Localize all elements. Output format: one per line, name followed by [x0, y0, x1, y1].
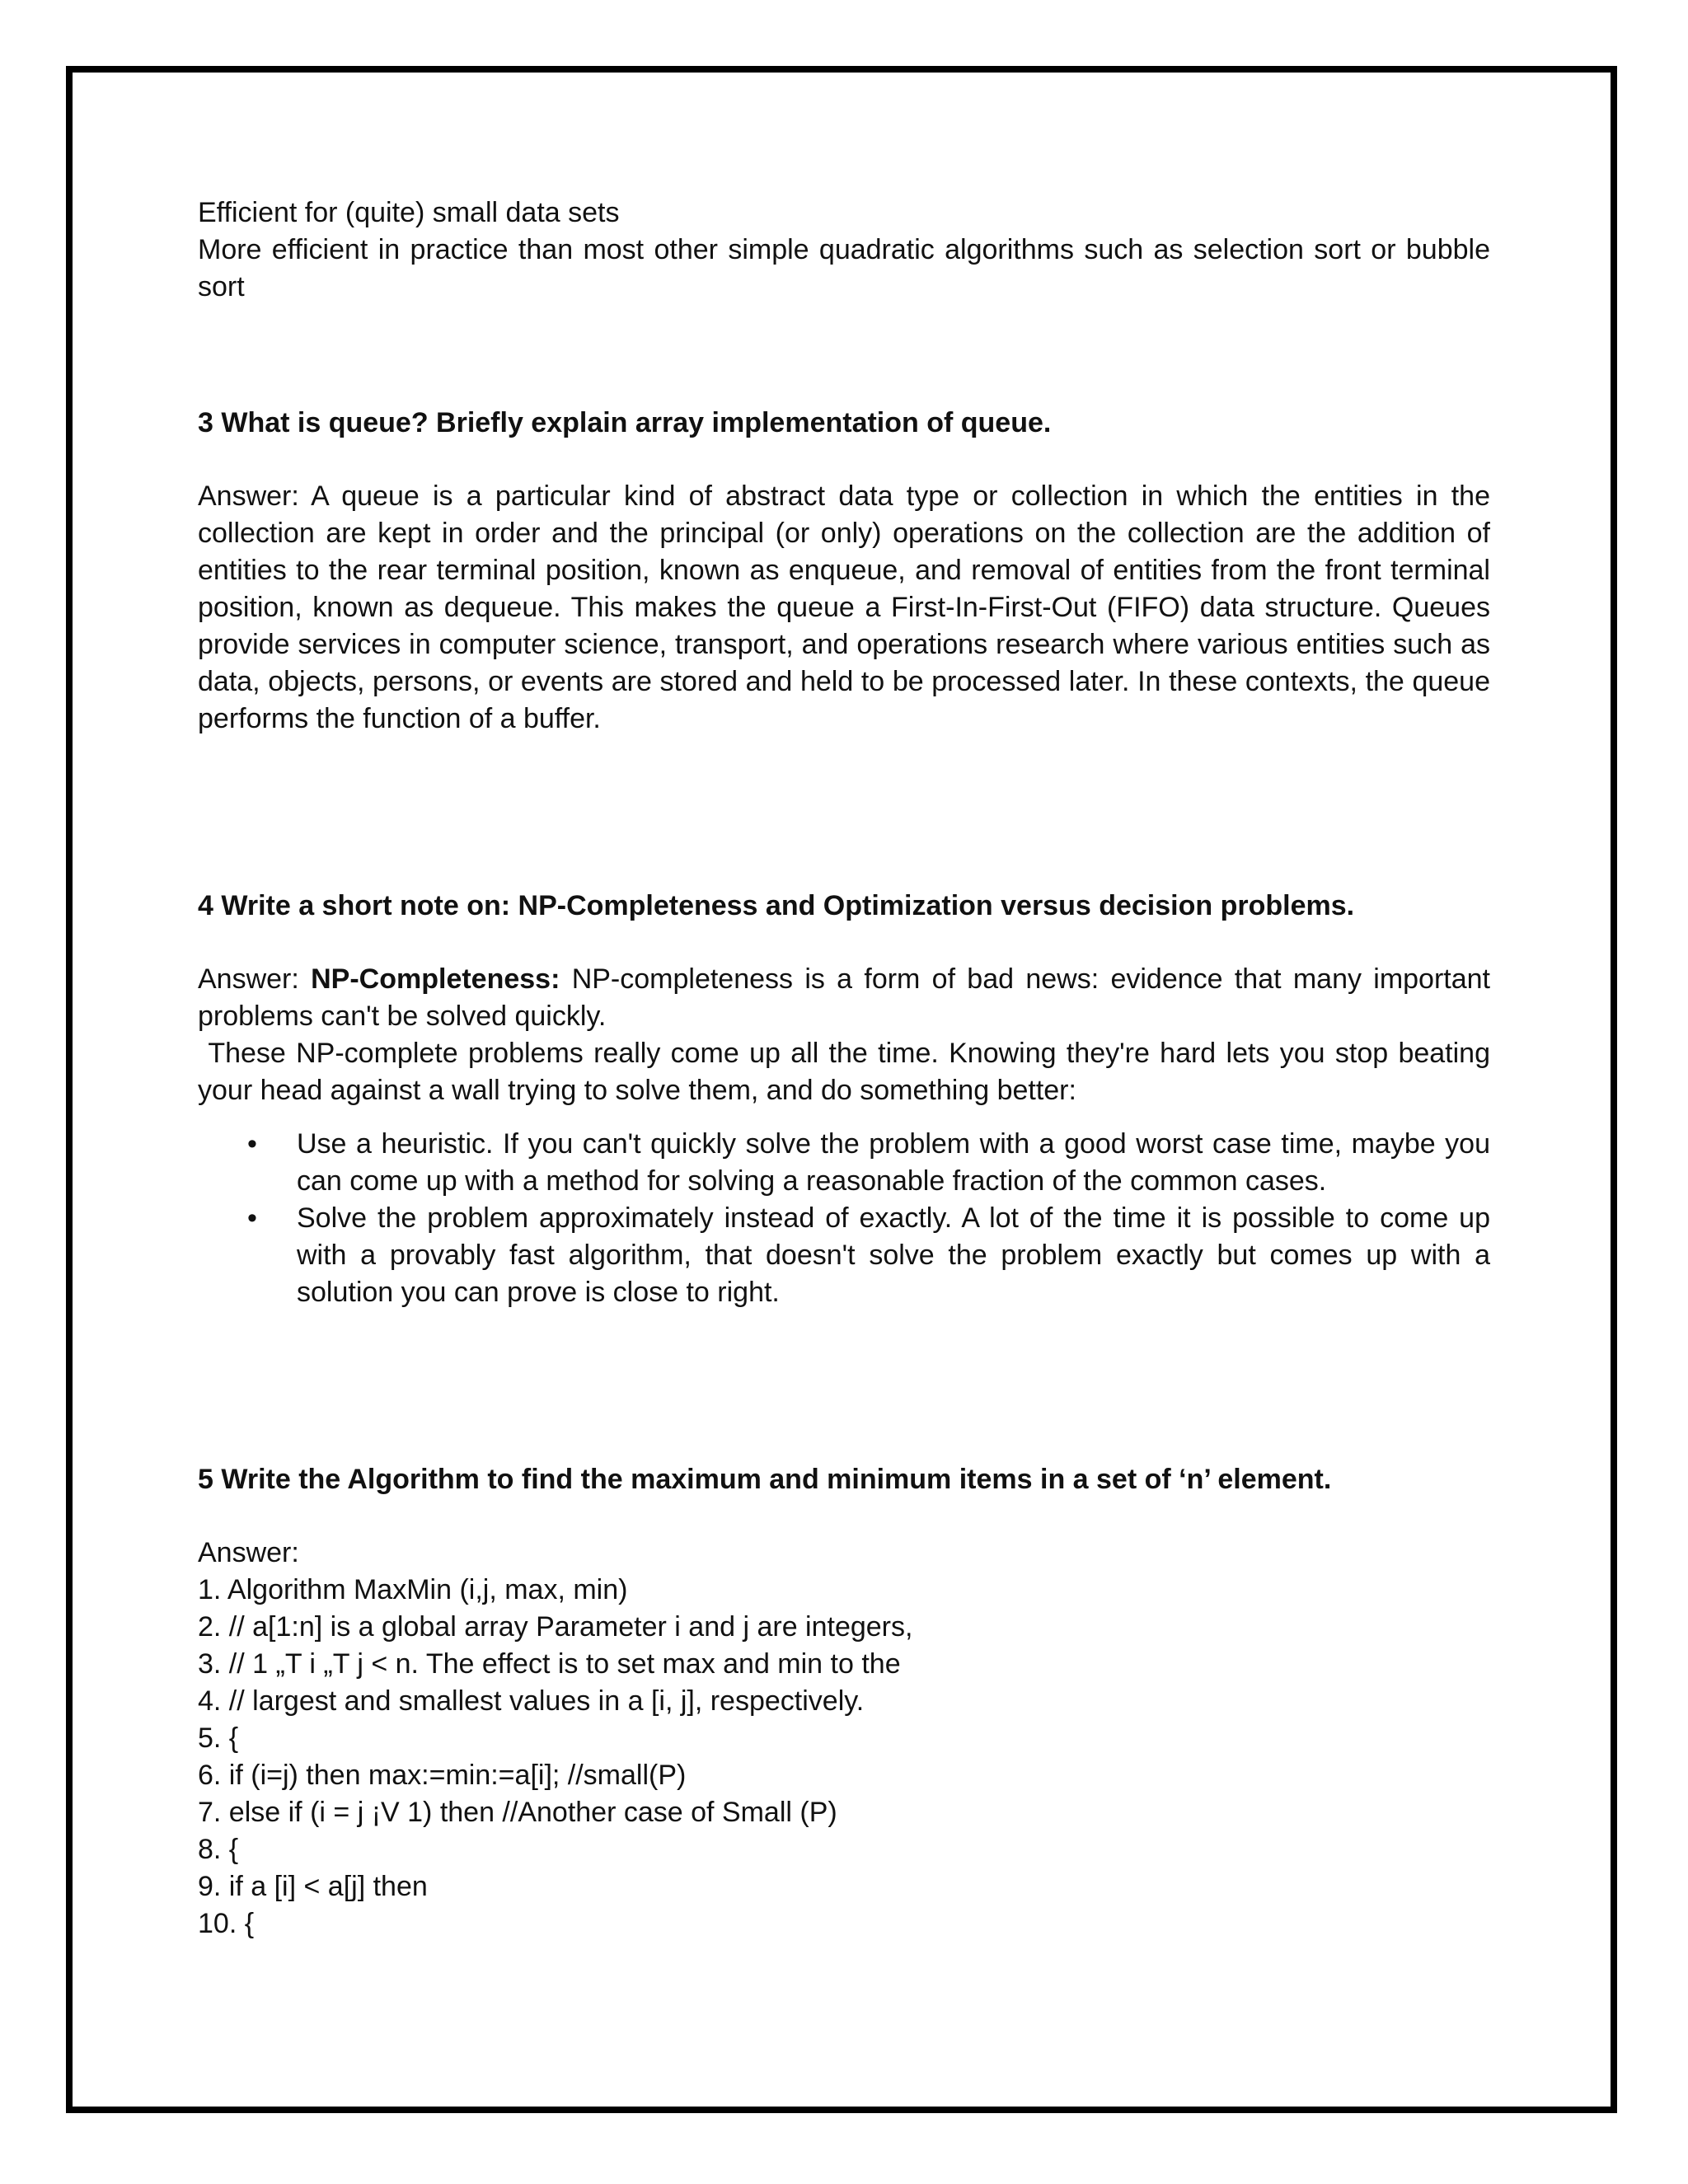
code-line: 3. // 1 „T i „T j < n. The effect is to set max and min to the: [198, 1648, 901, 1680]
question-3-answer: Answer: A queue is a particular kind of abstract data type or collection in which the entities in the collection are kept in order and the principal (or only) operations on the collection are the addition of entities to the rear terminal position, known as enqueue, and removal of entities from the front terminal position, known as dequeue. This makes the queue a First-In-First-Out (FIFO) data structure. Queues provide services in computer science, transport, and operations research where various entities such as data, objects, persons, or events are stored and held to be processed later. In these contexts, the queue performs the function of a buffer.: [198, 480, 1490, 734]
bullet-list: [198, 1126, 1490, 1311]
code-line: 1. Algorithm MaxMin (i,j, max, min): [198, 1574, 628, 1605]
code-line: 9. if a [i] < a[j] then: [198, 1871, 428, 1902]
document-content: [198, 194, 1498, 1943]
intro-line-1: Efficient for (quite) small data sets: [198, 197, 620, 228]
list-item-text: Use a heuristic. If you can't quickly solve the problem with a good worst case time, maybe you can come up with a method for solving a reasonable fraction of the common cases.: [297, 1128, 1490, 1197]
question-4-section: [198, 888, 1498, 1311]
code-line: 4. // largest and smallest values in a [i, j], respectively.: [198, 1685, 865, 1717]
answer-term: NP-Completeness:: [311, 963, 560, 995]
answer-rest: NP-completeness is a form of bad news: evidence that many important problems can't be solved quickly.: [198, 963, 1490, 1032]
code-line: 2. // a[1:n] is a global array Parameter i and j are integers,: [198, 1611, 913, 1643]
code-line: 7. else if (i = j ¡V 1) then //Another case of Small (P): [198, 1797, 837, 1828]
question-4-heading: 4 Write a short note on: NP-Completeness and Optimization versus decision problems.: [198, 890, 1355, 921]
question-3-heading: 3 What is queue? Briefly explain array implementation of queue.: [198, 407, 1052, 438]
list-item-text: Solve the problem approximately instead of exactly. A lot of the time it is possible to come up with a provably fast algorithm, that doesn't solve the problem exactly but comes up with a solution you can prove is close to right.: [297, 1202, 1490, 1308]
code-line: 5. {: [198, 1722, 239, 1754]
question-5-section: [198, 1461, 1490, 1943]
bullet-icon: •: [247, 1202, 257, 1234]
question-3-section: [198, 405, 1490, 738]
bullet-icon: •: [247, 1128, 257, 1160]
code-line: 10. {: [198, 1908, 255, 1939]
question-4-answer: [198, 961, 1490, 1035]
list-item: [198, 1200, 1490, 1311]
answer-prefix: Answer:: [198, 963, 312, 995]
code-line: 8. {: [198, 1834, 239, 1865]
question-5-answer-label: Answer:: [198, 1537, 299, 1568]
intro-section: [198, 194, 1490, 306]
list-item: [198, 1126, 1490, 1200]
question-4-paragraph-2: These NP-complete problems really come up all the time. Knowing they're hard lets you stop beating your head against a wall trying to solve them, and do something better:: [198, 1038, 1498, 1106]
question-5-heading: 5 Write the Algorithm to find the maximum and minimum items in a set of ‘n’ element.: [198, 1464, 1332, 1495]
algorithm-code: [198, 1572, 1490, 1943]
code-line: 6. if (i=j) then max:=min:=a[i]; //small(P): [198, 1760, 687, 1791]
intro-line-2: More efficient in practice than most other simple quadratic algorithms such as selection sort or bubble sort: [198, 234, 1490, 302]
